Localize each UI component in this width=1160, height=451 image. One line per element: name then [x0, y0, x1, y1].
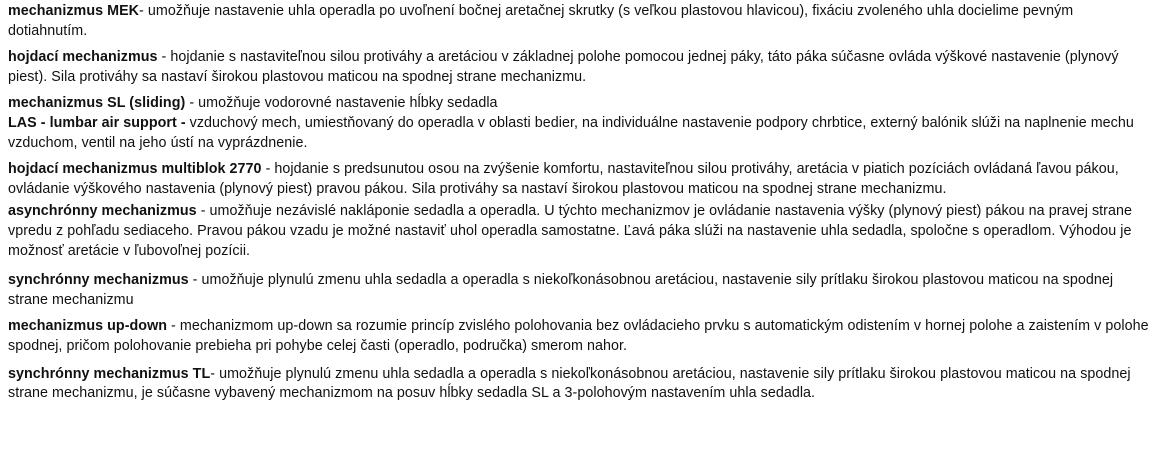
entry-term: LAS - lumbar air support - [8, 114, 186, 131]
entry-sl [8, 94, 1150, 114]
entry-description: - umožňuje nastavenie uhla operadla po uvoľnení bočnej aretačnej skrutky (s veľkou plastovou hlavicou), fixáciu zvoleného uhla docielime pevným dotiahnutím. [8, 3, 1074, 39]
entry-synchronny-tl [8, 365, 1150, 404]
entry-term: hojdací mechanizmus multiblok 2770 [8, 161, 262, 178]
entry-mek [8, 2, 1150, 41]
entry-description: - hojdanie s predsunutou osou na zvýšenie komfortu, nastaviteľnou silou protiváhy, aretácia v piatich pozíciách ovládaná ľavou pákou, ovládanie výškového nastavenia (plynový piest) pravou pákou. Sila protiváhy sa nastaví širokou plastovou maticou na spodnej strane mechanizmu. [8, 161, 1119, 197]
entry-description: vzduchový mech, umiestňovaný do operadla v oblasti bedier, na individuálne nastavenie podpory chrbtice, externý balónik slúži na naplnenie mechu vzduchom, ventil na jeho ústí na vyprázdnenie. [8, 114, 1134, 151]
entry-term: synchrónny mechanizmus TL [8, 365, 211, 382]
entry-description: - mechanizmom up-down sa rozumie princíp zvislého polohovania bez ovládacieho prvku s automatickým odistením v hornej polohe a zaistením v polohe spodnej, pričom polohovanie prebieha pri pohybe celej časti (operadlo, područka) smerom nahor. [8, 318, 1149, 354]
mechanism-glossary [8, 2, 1150, 404]
entry-multiblok [8, 160, 1150, 199]
entry-hojdaci [8, 48, 1150, 87]
entry-synchronny [8, 271, 1150, 310]
entry-description: - umožňuje plynulú zmenu uhla sedadla a operadla s niekoľkonásobnou aretáciou, nastavenie sily prítlaku širokou plastovou maticou na spodnej strane mechanizmu [8, 272, 1114, 308]
entry-term: synchrónny mechanizmus [8, 272, 189, 289]
entry-description: - umožňuje plynulú zmenu uhla sedadla a operadla s niekoľkonásobnou aretáciou, nastavenie sily prítlaku širokou plastovou maticou na spodnej strane mechanizmu, je súčasne vybavený mechanizmom na posuv hĺbky sedadla SL a 3-polohovým nastavením uhla sedadla. [8, 365, 1131, 402]
entry-term: mechanizmus up-down [8, 318, 168, 335]
entry-up-down [8, 317, 1150, 356]
entry-description: - umožňuje vodorovné nastavenie hĺbky sedadla [185, 95, 498, 112]
entry-las [8, 114, 1150, 153]
entry-term: mechanizmus MEK [8, 3, 140, 19]
entry-term: asynchrónny mechanizmus [8, 203, 197, 220]
entry-term: hojdací mechanizmus [8, 49, 158, 66]
entry-term: mechanizmus SL (sliding) [8, 95, 186, 112]
entry-description: - umožňuje nezávislé nakláponie sedadla a operadla. U týchto mechanizmov je ovládanie nastavenia výšky (plynový piest) pákou na pravej strane vpredu z pohľadu sediaceho. Pravou pákou vzadu je možné nastaviť uhol operadla samostatne. Ľavá páka slúži na nastavenie uhla sedadla, spoločne s operadlom. Výhodou je možnosť aretácie v ľubovoľnej pozícii. [8, 203, 1132, 259]
entry-asynchronny [8, 202, 1150, 261]
entry-description: - hojdanie s nastaviteľnou silou protiváhy a aretáciou v základnej polohe pomocou jednej páky, táto páka súčasne ovláda výškové nastavenie (plynový piest). Sila protiváhy sa nastaví širokou plastovou maticou na spodnej strane mechanizmu. [8, 49, 1119, 85]
